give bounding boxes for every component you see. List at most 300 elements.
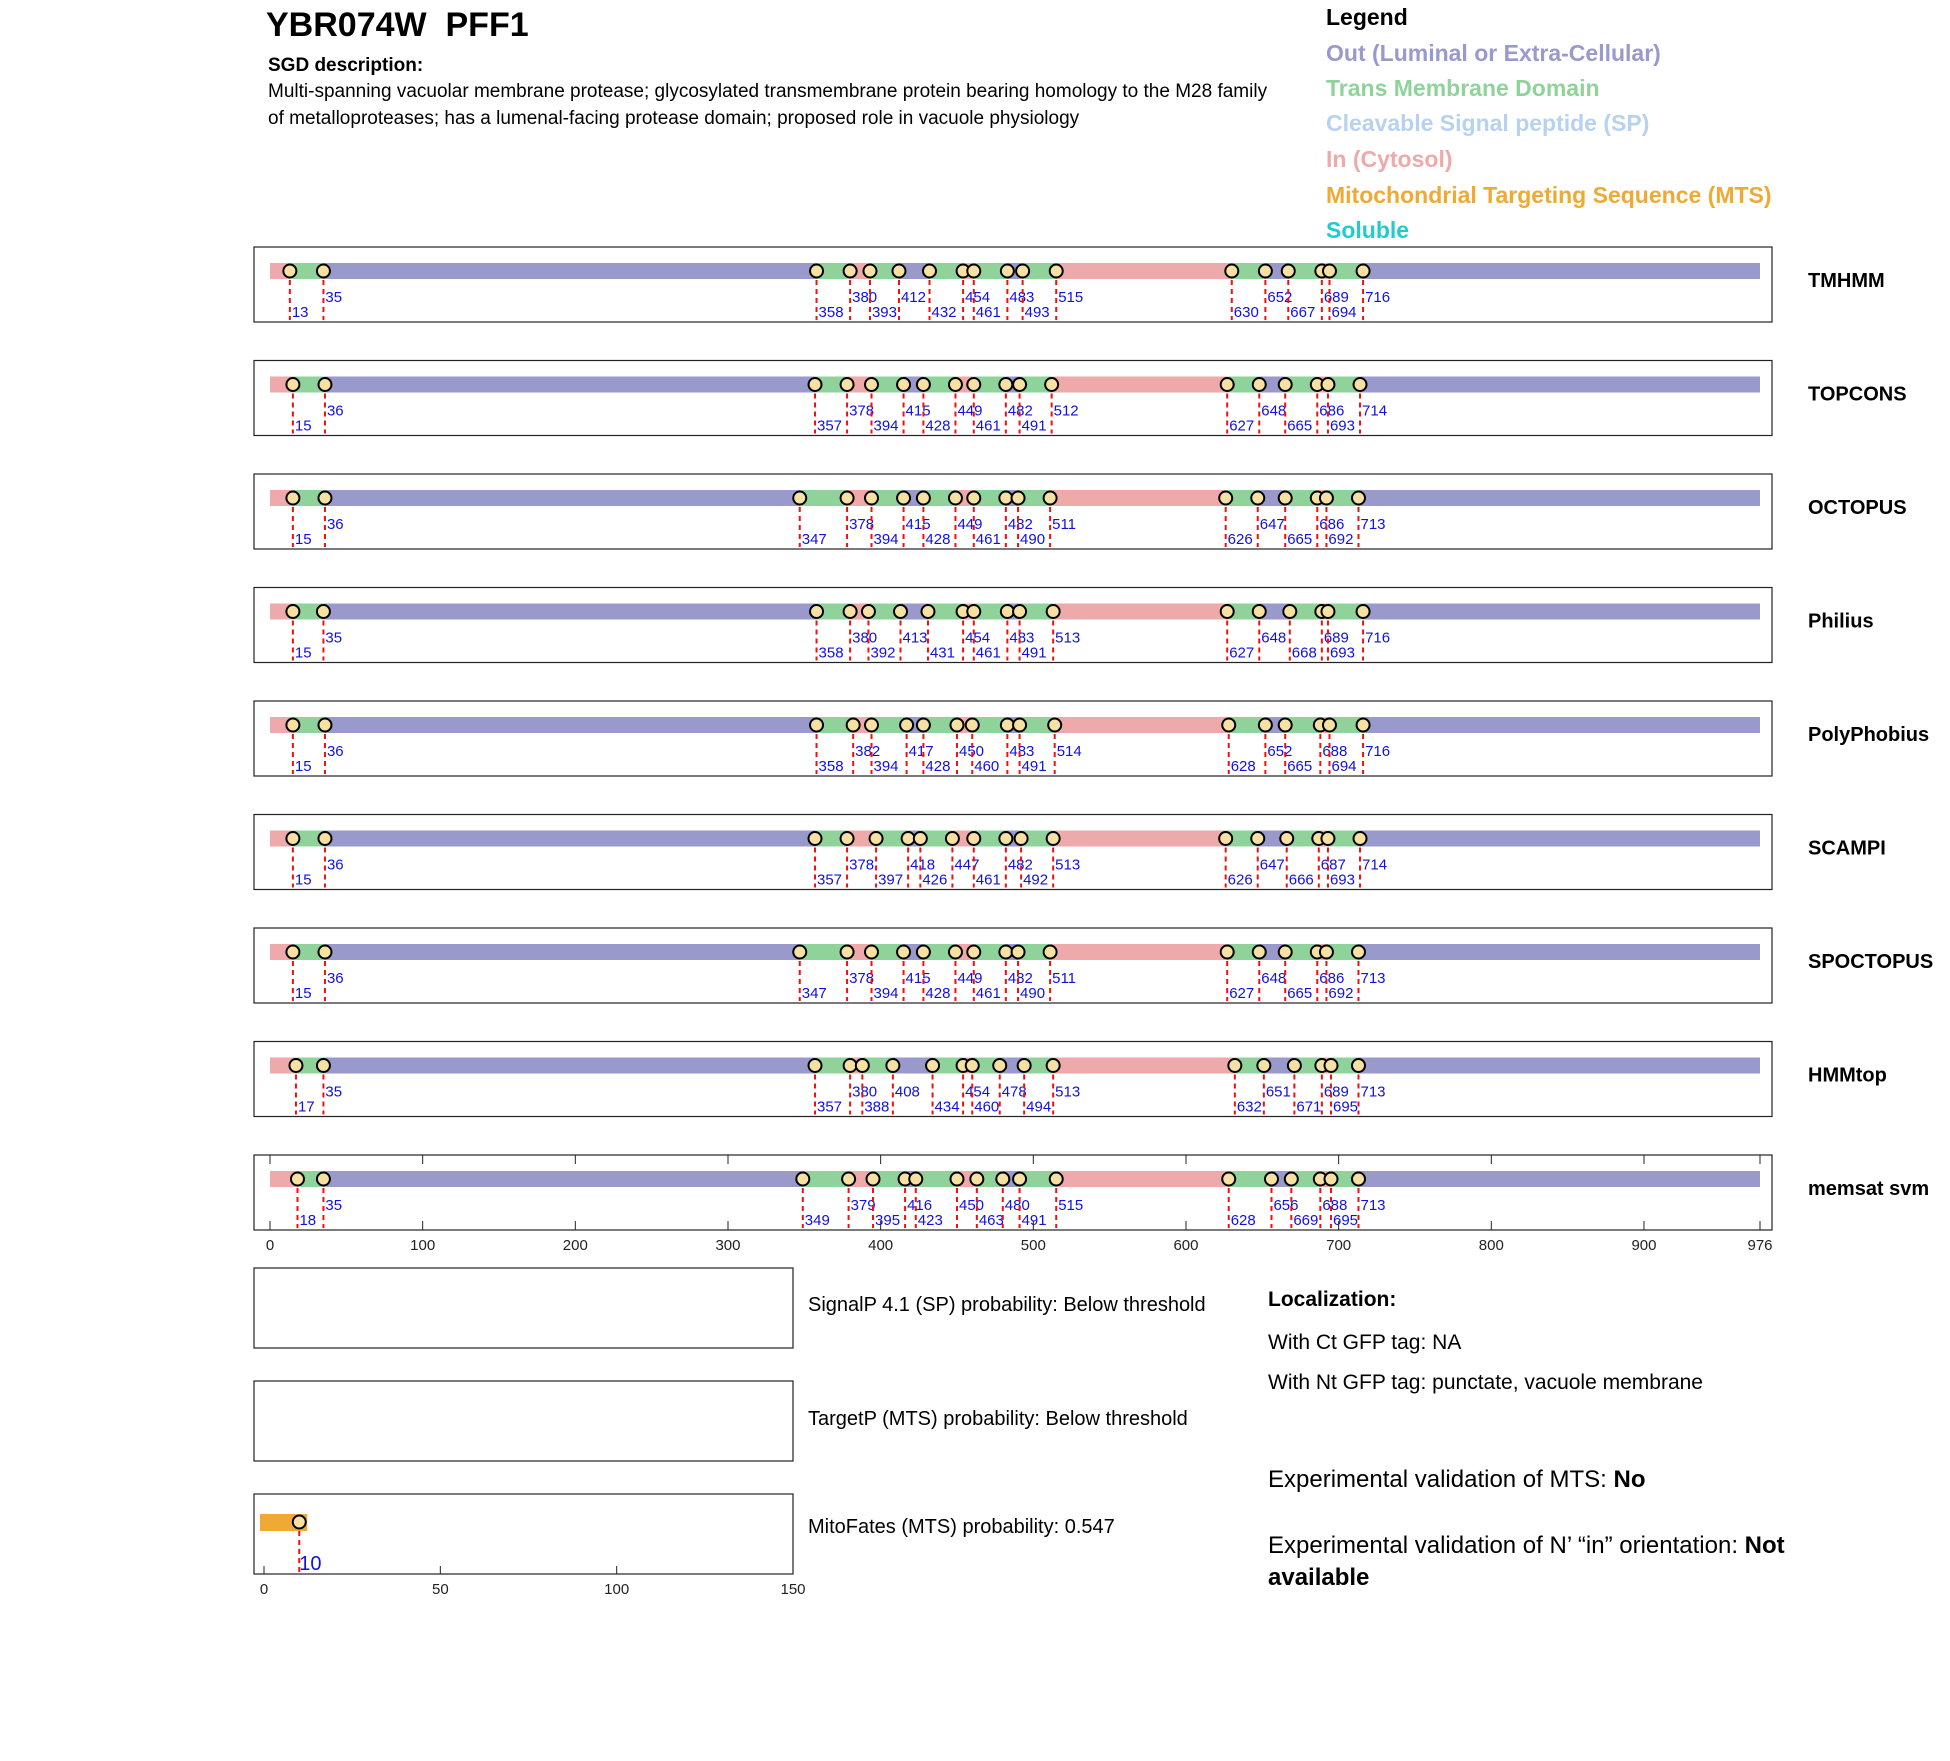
boundary-label: 647	[1259, 856, 1285, 874]
boundary-label: 626	[1227, 531, 1253, 548]
boundary-label: 35	[325, 1197, 343, 1214]
boundary-marker	[810, 265, 823, 278]
boundary-label: 461	[975, 304, 1001, 321]
boundary-label: 380	[852, 629, 878, 647]
boundary-marker	[894, 605, 907, 618]
boundary-label: 716	[1365, 743, 1391, 760]
boundary-label: 687	[1320, 856, 1346, 874]
boundary-marker	[1325, 1059, 1338, 1072]
boundary-marker	[293, 1516, 306, 1529]
boundary-marker	[841, 492, 854, 505]
boundary-label: 461	[975, 644, 1001, 662]
boundary-marker	[1253, 605, 1266, 618]
track-name: SPOCTOPUS	[1808, 951, 1934, 973]
experimental-mts-prefix: Experimental validation of MTS:	[1268, 1466, 1614, 1493]
axis-tick-label: 100	[604, 1581, 630, 1598]
boundary-label: 714	[1362, 856, 1388, 874]
boundary-label: 693	[1329, 871, 1355, 889]
boundary-marker	[1219, 832, 1232, 845]
boundary-label: 493	[1024, 304, 1050, 321]
boundary-label: 347	[801, 985, 827, 1002]
boundary-marker	[317, 605, 330, 618]
boundary-marker	[291, 1173, 304, 1186]
boundary-label: 490	[1020, 985, 1046, 1002]
boundary-marker	[1013, 1173, 1026, 1186]
boundary-marker	[1321, 378, 1334, 391]
boundary-marker	[949, 492, 962, 505]
boundary-label: 513	[1055, 629, 1081, 647]
boundary-label: 461	[975, 985, 1001, 1002]
boundary-marker	[1352, 1059, 1365, 1072]
boundary-marker	[1221, 605, 1234, 618]
boundary-label: 357	[817, 871, 843, 889]
boundary-label: 511	[1052, 970, 1077, 987]
boundary-label: 358	[818, 644, 844, 662]
boundary-label: 713	[1360, 1083, 1386, 1101]
boundary-marker	[886, 1059, 899, 1072]
boundary-label: 513	[1055, 856, 1081, 874]
boundary-marker	[967, 605, 980, 618]
boundary-marker	[1279, 378, 1292, 391]
boundary-label: 513	[1055, 1083, 1081, 1101]
boundary-label: 627	[1229, 644, 1255, 662]
boundary-marker	[1320, 492, 1333, 505]
axis-tick-label: 0	[265, 1237, 275, 1254]
boundary-label: 686	[1319, 516, 1345, 533]
boundary-marker	[999, 492, 1012, 505]
boundary-marker	[1013, 719, 1026, 732]
boundary-label: 428	[925, 531, 951, 548]
localization-title: Localization:	[1268, 1288, 1397, 1311]
boundary-marker	[1048, 719, 1061, 732]
boundary-marker	[921, 605, 934, 618]
axis-tick-label: 900	[1631, 1237, 1657, 1254]
boundary-marker	[810, 605, 823, 618]
boundary-marker	[1253, 378, 1266, 391]
boundary-marker	[863, 265, 876, 278]
boundary-label: 15	[294, 985, 312, 1002]
boundary-marker	[810, 719, 823, 732]
boundary-marker	[1288, 1059, 1301, 1072]
boundary-marker	[917, 946, 930, 959]
region-out	[1360, 377, 1760, 393]
boundary-label: 13	[291, 304, 309, 321]
boundary-marker	[286, 378, 299, 391]
boundary-label: 632	[1236, 1098, 1262, 1116]
axis-tick-label: 300	[715, 1237, 741, 1254]
axis-tick-label: 100	[410, 1237, 436, 1254]
boundary-label: 692	[1328, 531, 1354, 548]
track-name: Philius	[1808, 610, 1874, 633]
probability-box	[254, 1268, 793, 1348]
boundary-marker	[1259, 719, 1272, 732]
boundary-label: 689	[1323, 1083, 1349, 1101]
boundary-label: 665	[1287, 417, 1313, 435]
track-box	[254, 474, 1772, 549]
boundary-label: 480	[1004, 1197, 1030, 1214]
axis-tick-label: 600	[1173, 1237, 1199, 1254]
boundary-label: 695	[1333, 1098, 1359, 1116]
boundary-label: 415	[905, 516, 931, 533]
boundary-marker	[809, 1059, 822, 1072]
boundary-label: 394	[873, 417, 899, 435]
boundary-label: 713	[1360, 970, 1386, 987]
boundary-label: 627	[1229, 417, 1255, 435]
boundary-marker	[1228, 1059, 1241, 1072]
boundary-label: 483	[1009, 289, 1035, 306]
boundary-label: 10	[299, 1553, 322, 1575]
region-out	[325, 944, 800, 960]
boundary-label: 671	[1296, 1098, 1322, 1116]
boundary-label: 394	[873, 531, 899, 548]
boundary-label: 358	[818, 758, 844, 775]
boundary-label: 668	[1291, 644, 1317, 662]
track-name: SCAMPI	[1808, 837, 1886, 860]
boundary-marker	[1357, 605, 1370, 618]
boundary-marker	[967, 492, 980, 505]
boundary-label: 491	[1021, 758, 1047, 775]
boundary-label: 428	[925, 417, 951, 435]
boundary-label: 392	[870, 644, 896, 662]
boundary-label: 693	[1329, 644, 1355, 662]
track-name: HMMtop	[1808, 1064, 1887, 1087]
boundary-label: 482	[1007, 856, 1033, 874]
boundary-label: 656	[1273, 1197, 1299, 1214]
probability-box	[254, 1494, 793, 1574]
boundary-marker	[841, 946, 854, 959]
boundary-marker	[892, 265, 905, 278]
boundary-marker	[1321, 605, 1334, 618]
boundary-marker	[996, 1173, 1009, 1186]
boundary-label: 490	[1020, 531, 1046, 548]
boundary-label: 665	[1287, 758, 1313, 775]
boundary-label: 357	[817, 1098, 843, 1116]
boundary-label: 428	[925, 758, 951, 775]
boundary-label: 652	[1267, 289, 1293, 306]
legend-item-tm: Trans Membrane Domain	[1326, 75, 1600, 101]
boundary-marker	[1354, 378, 1367, 391]
boundary-marker	[999, 832, 1012, 845]
boundary-marker	[1001, 265, 1014, 278]
boundary-label: 15	[294, 644, 312, 662]
boundary-label: 347	[801, 531, 827, 548]
boundary-label: 15	[294, 417, 312, 435]
boundary-label: 35	[325, 1083, 343, 1101]
axis-tick-label: 976	[1747, 1237, 1773, 1254]
boundary-label: 478	[1001, 1083, 1027, 1101]
track-name: TMHMM	[1808, 270, 1885, 292]
boundary-marker	[1352, 1173, 1365, 1186]
axis-tick-label: 800	[1478, 1237, 1504, 1254]
boundary-label: 35	[325, 629, 343, 647]
boundary-marker	[1013, 378, 1026, 391]
boundary-label: 693	[1329, 417, 1355, 435]
boundary-marker	[967, 265, 980, 278]
boundary-label: 515	[1058, 1197, 1084, 1214]
region-out	[1358, 490, 1760, 506]
boundary-marker	[1018, 1059, 1031, 1072]
boundary-label: 461	[975, 531, 1001, 548]
boundary-label: 397	[878, 871, 904, 889]
boundary-marker	[917, 719, 930, 732]
boundary-marker	[1013, 605, 1026, 618]
region-in	[1056, 263, 1232, 279]
boundary-label: 449	[957, 970, 983, 987]
experimental-orientation	[1268, 1530, 1888, 1594]
boundary-label: 417	[908, 743, 934, 760]
boundary-marker	[1219, 492, 1232, 505]
boundary-label: 491	[1021, 644, 1047, 662]
boundary-marker	[1012, 492, 1025, 505]
boundary-label: 460	[974, 1098, 1000, 1116]
region-in	[1052, 377, 1228, 393]
boundary-label: 454	[965, 629, 991, 647]
boundary-marker	[949, 946, 962, 959]
boundary-marker	[1012, 946, 1025, 959]
boundary-label: 716	[1365, 289, 1391, 306]
boundary-marker	[1352, 946, 1365, 959]
axis-tick-label: 200	[562, 1237, 588, 1254]
boundary-marker	[897, 378, 910, 391]
boundary-label: 694	[1331, 758, 1357, 775]
boundary-marker	[1044, 492, 1057, 505]
track-box	[254, 1155, 1772, 1230]
legend-item-in: In (Cytosol)	[1326, 146, 1453, 172]
track-box	[254, 247, 1772, 322]
boundary-marker	[1045, 378, 1058, 391]
boundary-marker	[897, 492, 910, 505]
boundary-label: 408	[894, 1083, 920, 1101]
boundary-label: 415	[905, 402, 931, 420]
region-out	[1358, 944, 1760, 960]
boundary-marker	[317, 1059, 330, 1072]
boundary-marker	[897, 946, 910, 959]
boundary-label: 626	[1227, 871, 1253, 889]
boundary-marker	[865, 719, 878, 732]
boundary-marker	[842, 1173, 855, 1186]
boundary-label: 483	[1009, 629, 1035, 647]
boundary-marker	[917, 378, 930, 391]
boundary-marker	[809, 378, 822, 391]
region-in	[1053, 1058, 1235, 1074]
boundary-label: 415	[905, 970, 931, 987]
track-name: TOPCONS	[1808, 383, 1907, 406]
experimental-orientation-value: Not available	[1268, 1532, 1785, 1591]
targetp-label: TargetP (MTS) probability: Below threshold	[808, 1408, 1188, 1430]
boundary-label: 416	[907, 1197, 933, 1214]
region-out	[1358, 1058, 1760, 1074]
legend-item-out: Out (Luminal or Extra-Cellular)	[1326, 40, 1661, 66]
axis-tick-label: 700	[1326, 1237, 1352, 1254]
boundary-label: 695	[1333, 1212, 1359, 1229]
boundary-marker	[286, 492, 299, 505]
boundary-marker	[1280, 832, 1293, 845]
boundary-label: 447	[954, 856, 980, 874]
boundary-label: 694	[1331, 304, 1357, 321]
boundary-label: 380	[852, 289, 878, 306]
legend-title: Legend	[1326, 4, 1408, 30]
track-name: PolyPhobius	[1808, 724, 1930, 746]
boundary-label: 378	[849, 856, 875, 874]
boundary-marker	[1015, 832, 1028, 845]
boundary-marker	[844, 605, 857, 618]
boundary-label: 491	[1021, 1212, 1047, 1229]
boundary-label: 713	[1360, 516, 1386, 533]
boundary-label: 36	[326, 516, 344, 533]
boundary-label: 449	[957, 516, 983, 533]
experimental-mts	[1268, 1466, 1645, 1494]
boundary-label: 628	[1230, 758, 1256, 775]
region-out	[325, 490, 800, 506]
probability-box	[254, 1381, 793, 1461]
boundary-label: 461	[975, 871, 1001, 889]
boundary-label: 686	[1319, 402, 1345, 420]
boundary-marker	[999, 946, 1012, 959]
track-name: OCTOPUS	[1808, 497, 1907, 519]
boundary-label: 431	[929, 644, 956, 662]
boundary-marker	[1251, 492, 1264, 505]
boundary-label: 17	[297, 1098, 315, 1116]
axis-tick-label: 500	[1020, 1237, 1046, 1254]
boundary-marker	[286, 946, 299, 959]
boundary-marker	[917, 492, 930, 505]
boundary-label: 454	[965, 1083, 991, 1101]
region-out	[1363, 604, 1760, 620]
boundary-marker	[902, 832, 915, 845]
experimental-orientation-prefix: Experimental validation of N’ “in” orientation:	[1268, 1532, 1745, 1559]
boundary-marker	[286, 605, 299, 618]
boundary-label: 686	[1319, 970, 1345, 987]
boundary-marker	[926, 1059, 939, 1072]
boundary-label: 418	[910, 856, 936, 874]
boundary-label: 651	[1265, 1083, 1291, 1101]
boundary-label: 449	[957, 402, 983, 420]
boundary-label: 647	[1259, 516, 1285, 533]
boundary-marker	[946, 832, 959, 845]
region-in	[1050, 490, 1226, 506]
boundary-marker	[1352, 492, 1365, 505]
boundary-marker	[1221, 378, 1234, 391]
localization-ct: With Ct GFP tag: NA	[1268, 1331, 1462, 1354]
description-text: Multi-spanning vacuolar membrane protease; glycosylated transmembrane protein bearing homology to the M28 family of metalloproteases; has a lumenal-facing protease domain; proposed role in vacuole physiology	[268, 81, 1268, 129]
boundary-marker	[793, 946, 806, 959]
boundary-marker	[967, 378, 980, 391]
boundary-marker	[283, 265, 296, 278]
boundary-label: 494	[1026, 1098, 1052, 1116]
boundary-marker	[966, 719, 979, 732]
boundary-marker	[1044, 946, 1057, 959]
boundary-marker	[318, 719, 331, 732]
region-in	[1056, 1171, 1229, 1187]
boundary-label: 358	[818, 304, 844, 321]
boundary-marker	[844, 265, 857, 278]
boundary-label: 648	[1261, 629, 1287, 647]
boundary-label: 378	[849, 516, 875, 533]
boundary-label: 688	[1322, 1197, 1348, 1214]
signalp-label: SignalP 4.1 (SP) probability: Below threshold	[808, 1294, 1206, 1316]
boundary-label: 450	[958, 1197, 985, 1214]
boundary-label: 15	[294, 871, 312, 889]
boundary-marker	[967, 946, 980, 959]
boundary-label: 482	[1007, 402, 1033, 420]
legend-item-soluble: Soluble	[1326, 217, 1410, 243]
boundary-marker	[1285, 1173, 1298, 1186]
boundary-label: 393	[871, 304, 898, 321]
region-out	[1363, 263, 1760, 279]
boundary-marker	[999, 378, 1012, 391]
boundary-label: 460	[974, 758, 1000, 775]
boundary-label: 652	[1267, 743, 1293, 760]
axis-tick-label: 150	[780, 1581, 806, 1598]
boundary-label: 394	[873, 985, 899, 1002]
boundary-marker	[1225, 265, 1238, 278]
localization-nt: With Nt GFP tag: punctate, vacuole membrane	[1268, 1371, 1703, 1394]
boundary-marker	[1257, 1059, 1270, 1072]
boundary-label: 714	[1362, 402, 1388, 420]
boundary-marker	[1221, 946, 1234, 959]
boundary-marker	[914, 832, 927, 845]
mitofates-label: MitoFates (MTS) probability: 0.547	[808, 1516, 1115, 1538]
boundary-marker	[1047, 1059, 1060, 1072]
boundary-label: 713	[1360, 1197, 1386, 1214]
boundary-label: 511	[1052, 516, 1077, 533]
boundary-marker	[1253, 946, 1266, 959]
boundary-label: 483	[1009, 743, 1035, 760]
region-out	[1358, 1171, 1760, 1187]
boundary-marker	[318, 946, 331, 959]
boundary-marker	[993, 1059, 1006, 1072]
boundary-marker	[865, 946, 878, 959]
boundary-label: 630	[1233, 304, 1259, 321]
boundary-marker	[1283, 605, 1296, 618]
boundary-marker	[1251, 832, 1264, 845]
boundary-marker	[796, 1173, 809, 1186]
boundary-marker	[1265, 1173, 1278, 1186]
axis-tick-label: 400	[868, 1237, 894, 1254]
region-in	[1055, 717, 1229, 733]
boundary-label: 666	[1288, 871, 1314, 889]
axis-tick-label: 0	[259, 1581, 269, 1598]
boundary-marker	[1357, 719, 1370, 732]
boundary-label: 15	[294, 531, 312, 548]
boundary-marker	[793, 492, 806, 505]
track-box	[254, 588, 1772, 663]
track-box	[254, 928, 1772, 1003]
boundary-marker	[900, 719, 913, 732]
boundary-marker	[1325, 1173, 1338, 1186]
boundary-marker	[1050, 1173, 1063, 1186]
boundary-label: 428	[925, 985, 951, 1002]
boundary-label: 514	[1056, 743, 1082, 760]
boundary-label: 716	[1365, 629, 1391, 647]
boundary-marker	[909, 1173, 922, 1186]
boundary-marker	[950, 719, 963, 732]
boundary-label: 482	[1007, 516, 1033, 533]
boundary-label: 15	[294, 758, 312, 775]
boundary-marker	[317, 1173, 330, 1186]
region-out	[325, 377, 815, 393]
boundary-label: 349	[804, 1212, 830, 1229]
boundary-marker	[1323, 265, 1336, 278]
boundary-marker	[1222, 719, 1235, 732]
boundary-marker	[862, 605, 875, 618]
boundary-label: 688	[1322, 743, 1348, 760]
boundary-marker	[1354, 832, 1367, 845]
track-box	[254, 361, 1772, 436]
region-out	[1363, 717, 1760, 733]
boundary-label: 378	[849, 402, 875, 420]
boundary-label: 627	[1229, 985, 1255, 1002]
